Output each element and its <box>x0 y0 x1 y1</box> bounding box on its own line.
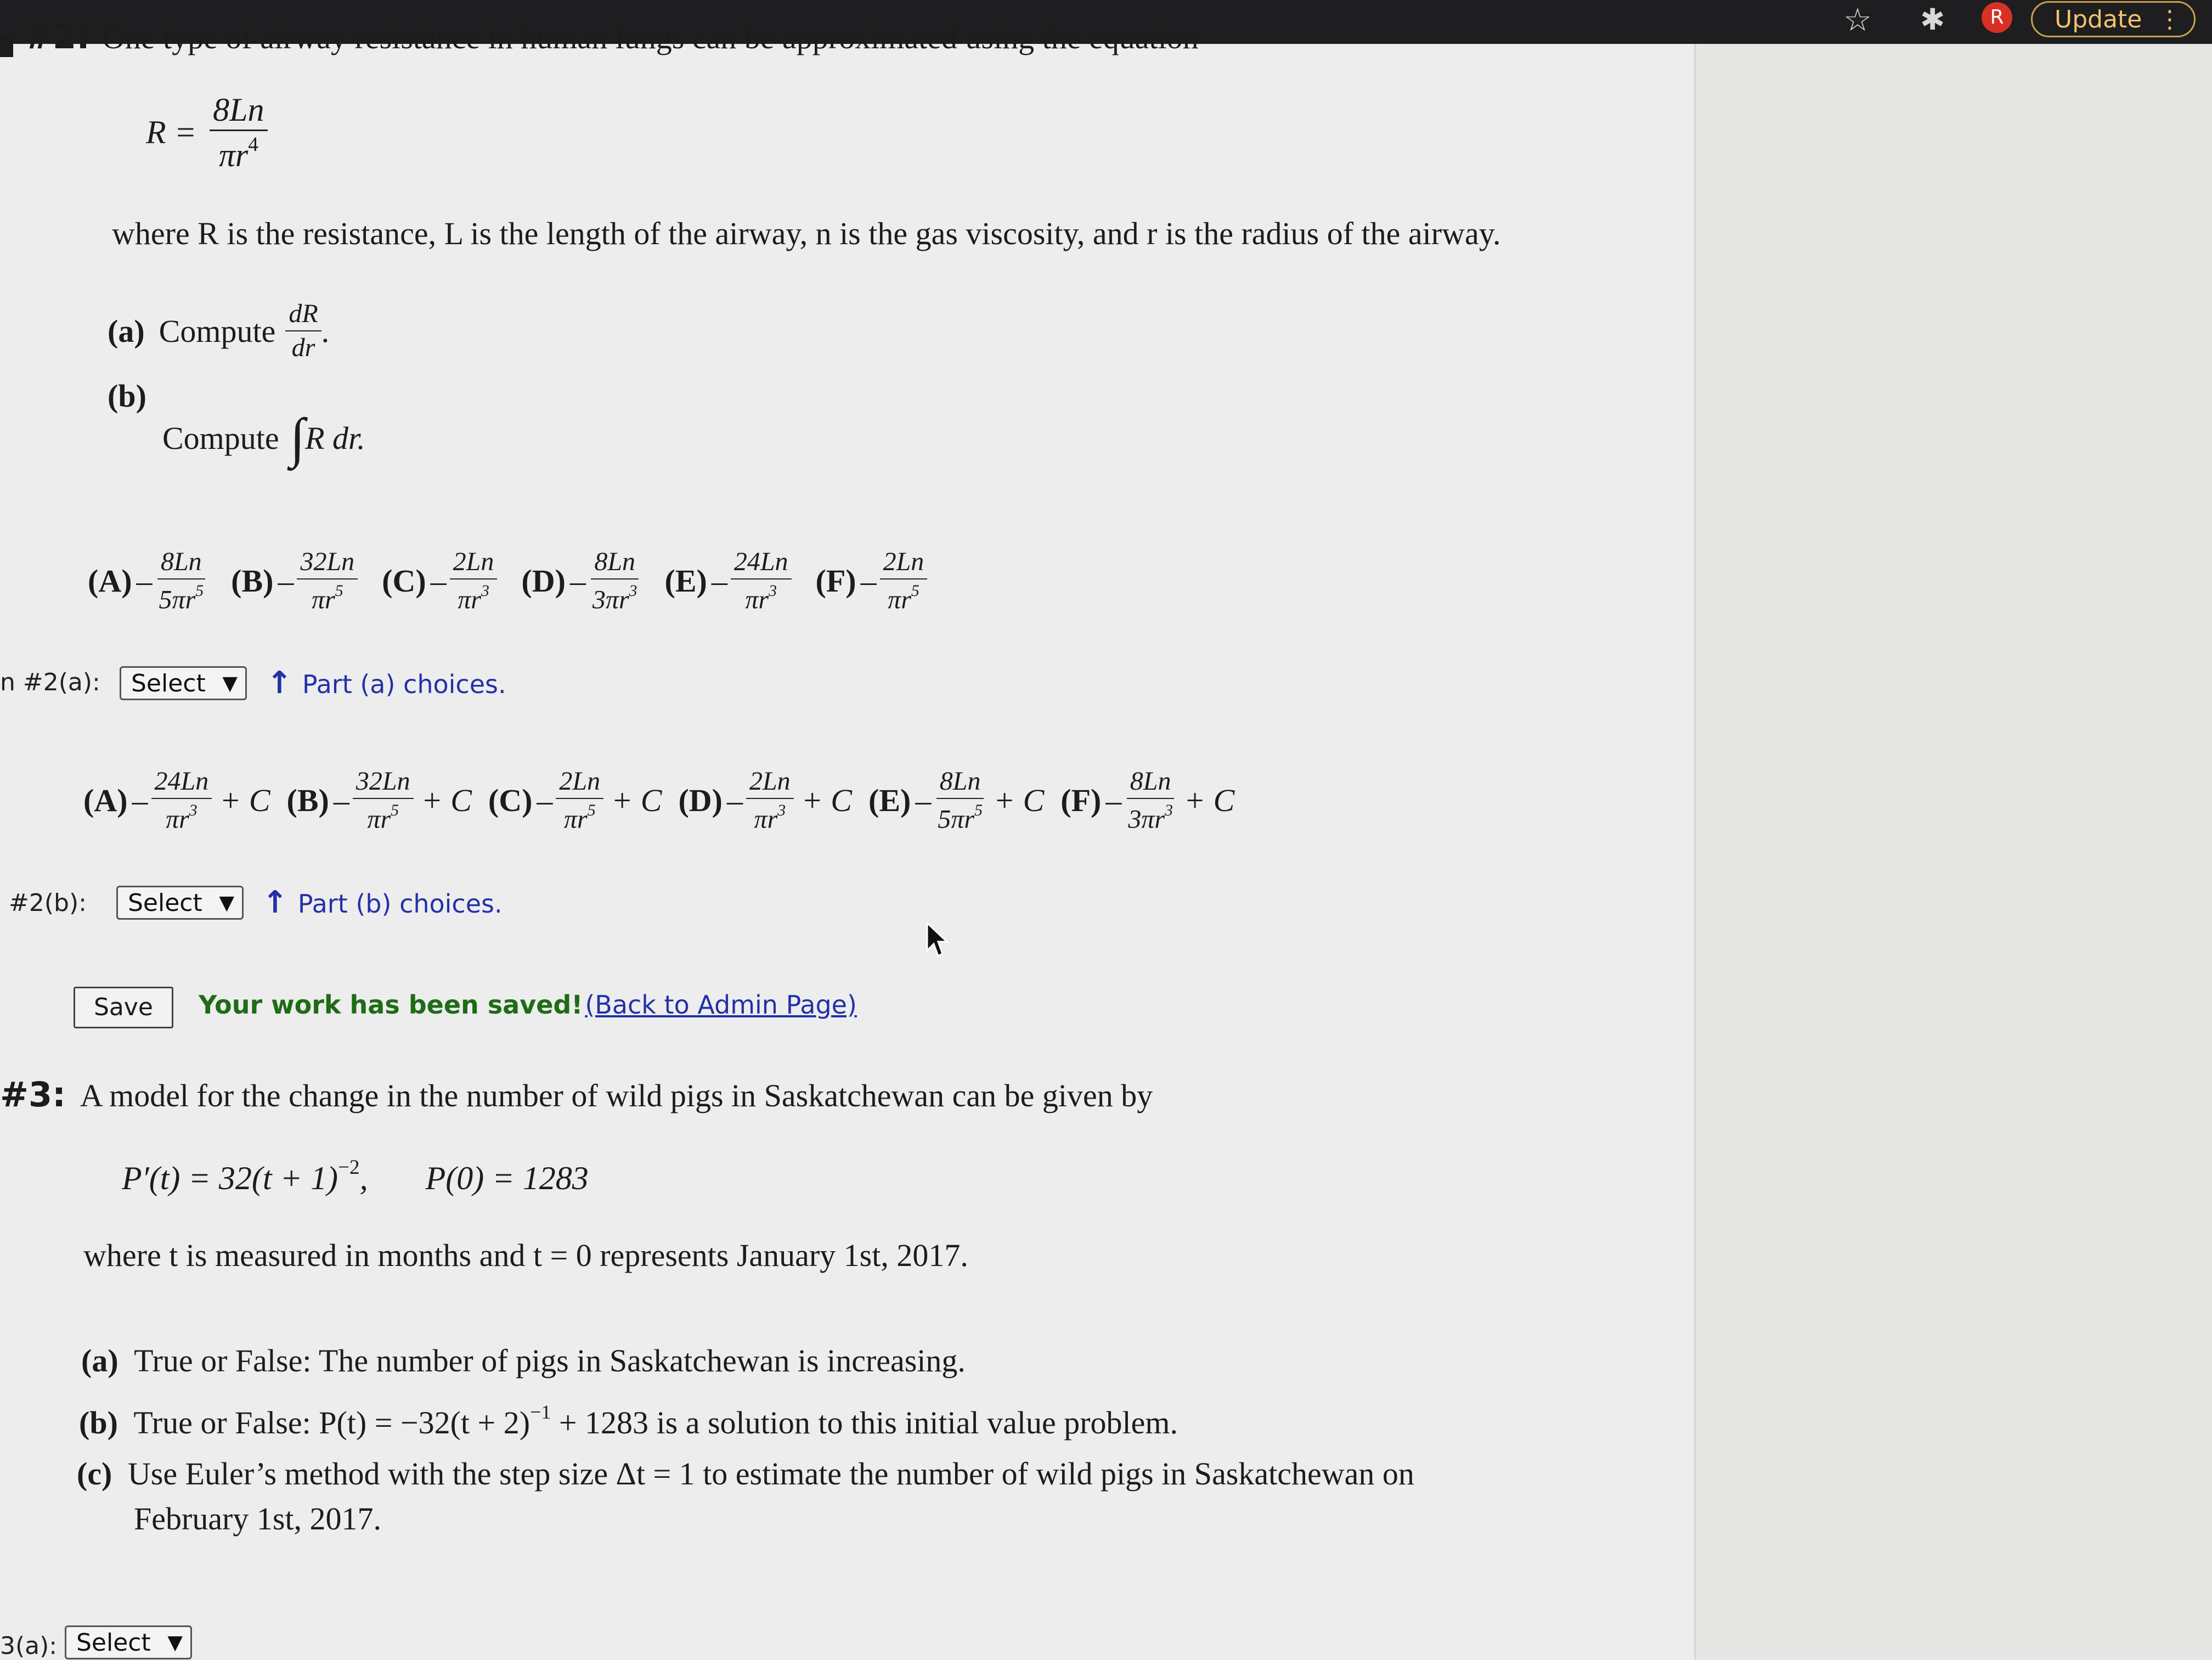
choice-den-exp: 3 <box>629 582 637 600</box>
left-edge-fragment <box>0 35 13 57</box>
choice-den-base: πr <box>312 585 335 615</box>
choice-den-base: πr <box>166 804 189 834</box>
choice-num: 8Ln <box>936 768 984 799</box>
choice-label: (F) <box>815 563 856 599</box>
variable-definitions: where R is the resistance, L is the length of the airway, n is the gas viscosity, and r is the radius of the airway. <box>112 216 1501 251</box>
choice-den <box>156 579 207 613</box>
choice-label: (D) <box>521 563 566 599</box>
choice-b-E <box>868 768 1044 832</box>
choice-num: 2Ln <box>746 768 794 799</box>
choice-sign: – <box>333 783 349 819</box>
derivative-num: dR <box>285 301 321 331</box>
choice-den-exp: 3 <box>1165 801 1173 819</box>
ivp-equation <box>122 1156 589 1197</box>
choice-sign: – <box>569 563 586 599</box>
time-definition: where t is measured in months and t = 0 represents January 1st, 2017. <box>83 1237 968 1273</box>
choice-den <box>454 579 493 613</box>
choice-den-base: πr <box>754 804 778 834</box>
answer-b-label: #2(b): <box>9 889 87 917</box>
part-b-text-pre: True or False: P(t) = −32(t + 2) <box>133 1404 531 1440</box>
part-a-label: (a) <box>81 1343 119 1378</box>
p3-part-c <box>77 1455 1414 1492</box>
part-c-line1: Use Euler’s method with the step size Δt = 1 to estimate the number of wild pigs in Saskatchewan on <box>127 1456 1414 1492</box>
part-c-label: (c) <box>77 1456 112 1492</box>
choice-label: (F) <box>1060 783 1102 819</box>
arrow-up-icon: ↑ <box>262 885 288 920</box>
derivative-fraction <box>285 301 321 361</box>
page-margin <box>1695 44 2212 1659</box>
kebab-menu-icon[interactable]: ⋮ <box>2158 5 2182 33</box>
choice-den-exp: 5 <box>195 582 204 600</box>
choice-label: (A) <box>88 563 132 599</box>
choice-den <box>1125 799 1176 832</box>
choice-den-exp: 5 <box>335 582 343 600</box>
part-a-text: True or False: The number of pigs in Saskatchewan is increasing. <box>134 1343 966 1378</box>
part-c-line2: February 1st, 2017. <box>134 1501 382 1537</box>
choice-b-F <box>1060 768 1234 832</box>
answer-b-hint <box>262 885 503 920</box>
part-b-label: (b) <box>108 378 146 414</box>
ivp-exponent: −2 <box>338 1156 360 1179</box>
choice-label: (B) <box>231 563 274 599</box>
choice-num: 8Ln <box>591 549 639 579</box>
equation-den-exp: 4 <box>248 133 258 156</box>
hint-text: Part (a) choices. <box>302 669 506 699</box>
answer-b-select[interactable] <box>116 886 244 920</box>
part-a-prompt <box>108 301 329 361</box>
answer-a-hint <box>267 665 506 701</box>
choice-den <box>561 799 599 832</box>
hint-text: Part (b) choices. <box>297 889 503 919</box>
choice-num: 24Ln <box>151 768 212 799</box>
choice-label: (E) <box>868 783 911 819</box>
choice-den-exp: 5 <box>587 801 596 819</box>
choice-label: (D) <box>678 783 723 819</box>
choice-fraction <box>880 549 928 613</box>
select-value: Select <box>131 669 206 697</box>
choice-tail: + C <box>801 783 852 819</box>
choice-a-B <box>231 549 358 613</box>
choice-b-C <box>488 768 662 832</box>
choice-den <box>934 799 986 832</box>
save-button[interactable]: Save <box>74 987 173 1028</box>
choice-den-base: πr <box>888 585 911 615</box>
choice-num: 2Ln <box>450 549 498 579</box>
choice-label: (E) <box>664 563 707 599</box>
p3-part-a <box>81 1342 966 1379</box>
choice-sign: – <box>711 563 727 599</box>
choice-num: 24Ln <box>731 549 792 579</box>
integral-sign: ∫ <box>290 407 306 468</box>
p3-part-b <box>79 1400 1178 1441</box>
choice-sign: – <box>136 563 153 599</box>
part-b-label: (b) <box>79 1404 118 1440</box>
choice-num: 8Ln <box>1127 768 1175 799</box>
select-value: Select <box>128 889 202 917</box>
part-a-choices <box>88 549 951 613</box>
part-b-exp: −1 <box>530 1401 551 1423</box>
mouse-pointer-icon <box>926 922 950 959</box>
choice-den-exp: 5 <box>391 801 399 819</box>
update-label: Update <box>2055 5 2142 33</box>
choice-fraction <box>556 768 603 832</box>
part-a-label: (a) <box>108 313 145 349</box>
choice-den <box>364 799 402 832</box>
arrow-up-icon: ↑ <box>267 665 292 701</box>
choice-sign: – <box>860 563 877 599</box>
choice-a-A <box>88 549 207 613</box>
choice-den-base: 5πr <box>159 585 196 615</box>
ivp-initial: P(0) = 1283 <box>425 1160 589 1196</box>
answer-a-label: n #2(a): <box>0 668 100 696</box>
part-b-prompt <box>162 407 365 468</box>
choice-tail: + C <box>1183 783 1235 819</box>
problem-intro: One type of airway resistance in human lungs can be approximated using the equation <box>101 20 1199 55</box>
equation-den-base: πr <box>218 137 249 173</box>
equation-denominator <box>216 131 262 172</box>
part-b-text: Compute <box>162 420 279 456</box>
equation-fraction <box>210 93 267 172</box>
choice-fraction <box>353 768 414 832</box>
part-a-tail: . <box>321 313 330 349</box>
choice-b-A <box>83 768 270 832</box>
choice-fraction <box>1125 768 1176 832</box>
choice-fraction <box>746 768 794 832</box>
avatar[interactable] <box>1982 2 2012 33</box>
chevron-down-icon: ▼ <box>167 1631 183 1654</box>
choice-den <box>589 579 641 613</box>
answer-a-select[interactable] <box>120 666 247 700</box>
choice-den <box>884 579 923 613</box>
choice-sign: – <box>1105 783 1122 819</box>
choice-fraction <box>156 549 207 613</box>
choice-tail: + C <box>993 783 1045 819</box>
p3-answer-a-label: 3(a): <box>0 1632 58 1660</box>
avatar-letter: R <box>1990 6 2004 29</box>
choice-den-base: πr <box>563 804 588 834</box>
choice-den-base: 3πr <box>592 585 629 615</box>
choice-fraction <box>297 549 358 613</box>
chevron-down-icon: ▼ <box>219 892 234 914</box>
derivative-den: dr <box>291 333 315 362</box>
choice-den-exp: 3 <box>189 801 198 819</box>
ivp-derivative: P′(t) = 32(t + 1) <box>122 1160 338 1196</box>
choice-sign: – <box>915 783 932 819</box>
update-button[interactable] <box>2031 1 2196 37</box>
choice-den <box>162 799 201 832</box>
choice-den-base: πr <box>458 585 481 615</box>
choice-sign: – <box>537 783 553 819</box>
part-a-text: Compute <box>159 313 276 349</box>
choice-label: (A) <box>83 783 128 819</box>
choice-b-D <box>678 768 852 832</box>
choice-den <box>751 799 789 832</box>
choice-fraction <box>450 549 498 613</box>
save-status <box>199 990 857 1020</box>
p3-answer-a-select[interactable] <box>65 1625 192 1659</box>
choice-fraction <box>934 768 986 832</box>
choice-a-F <box>816 549 928 613</box>
chevron-down-icon: ▼ <box>222 672 238 695</box>
resistance-equation <box>146 93 268 172</box>
choice-a-D <box>521 549 640 613</box>
problem-2-header <box>0 16 1199 57</box>
choice-den <box>308 579 347 613</box>
problem-number: #3: <box>0 1074 66 1115</box>
star-icon[interactable]: ☆ <box>1843 1 1872 38</box>
choice-den-base: 3πr <box>1128 804 1165 834</box>
choice-num: 8Ln <box>157 549 205 579</box>
equation-numerator: 8Ln <box>210 93 267 131</box>
choice-num: 32Ln <box>353 768 414 799</box>
choice-den-exp: 5 <box>911 582 919 600</box>
choice-fraction <box>589 549 641 613</box>
choice-fraction <box>151 768 212 832</box>
choice-den-exp: 3 <box>769 582 777 600</box>
choice-tail: + C <box>219 783 270 819</box>
problem-number: #2: <box>24 16 90 57</box>
equation-lhs: R = <box>146 114 197 150</box>
part-b-choices <box>83 768 1234 832</box>
choice-a-C <box>382 549 497 613</box>
problem-intro: A model for the change in the number of wild pigs in Saskatchewan can be given by <box>80 1078 1153 1113</box>
choice-den-exp: 3 <box>481 582 489 600</box>
select-value: Select <box>76 1629 151 1657</box>
choice-den-exp: 5 <box>974 801 983 819</box>
ivp-comma: , <box>359 1160 368 1196</box>
choice-num: 2Ln <box>556 768 603 799</box>
margin-divider <box>1694 44 1696 1659</box>
choice-b-B <box>287 768 472 832</box>
choice-num: 32Ln <box>297 549 358 579</box>
puzzle-icon[interactable]: ✱ <box>1920 2 1945 37</box>
choice-den-base: πr <box>367 804 391 834</box>
choice-sign: – <box>430 563 447 599</box>
choice-den <box>742 579 780 613</box>
saved-message: Your work has been saved! <box>199 990 583 1020</box>
choice-den-exp: 3 <box>777 801 786 819</box>
choice-label: (B) <box>286 783 329 819</box>
choice-label: (C) <box>382 563 426 599</box>
choice-fraction <box>731 549 792 613</box>
choice-sign: – <box>278 563 294 599</box>
admin-page-link[interactable]: (Back to Admin Page) <box>585 990 857 1020</box>
choice-a-E <box>665 549 792 613</box>
choice-den-base: 5πr <box>938 804 975 834</box>
part-b-text-post: + 1283 is a solution to this initial value problem. <box>558 1404 1178 1440</box>
choice-num: 2Ln <box>880 549 928 579</box>
choice-sign: – <box>132 783 148 819</box>
choice-tail: + C <box>421 783 472 819</box>
problem-3-header <box>0 1074 1153 1115</box>
choice-den-base: πr <box>745 585 769 615</box>
choice-tail: + C <box>611 783 662 819</box>
choice-sign: – <box>726 783 743 819</box>
choice-label: (C) <box>488 783 533 819</box>
integral-expr: R dr. <box>305 420 365 456</box>
